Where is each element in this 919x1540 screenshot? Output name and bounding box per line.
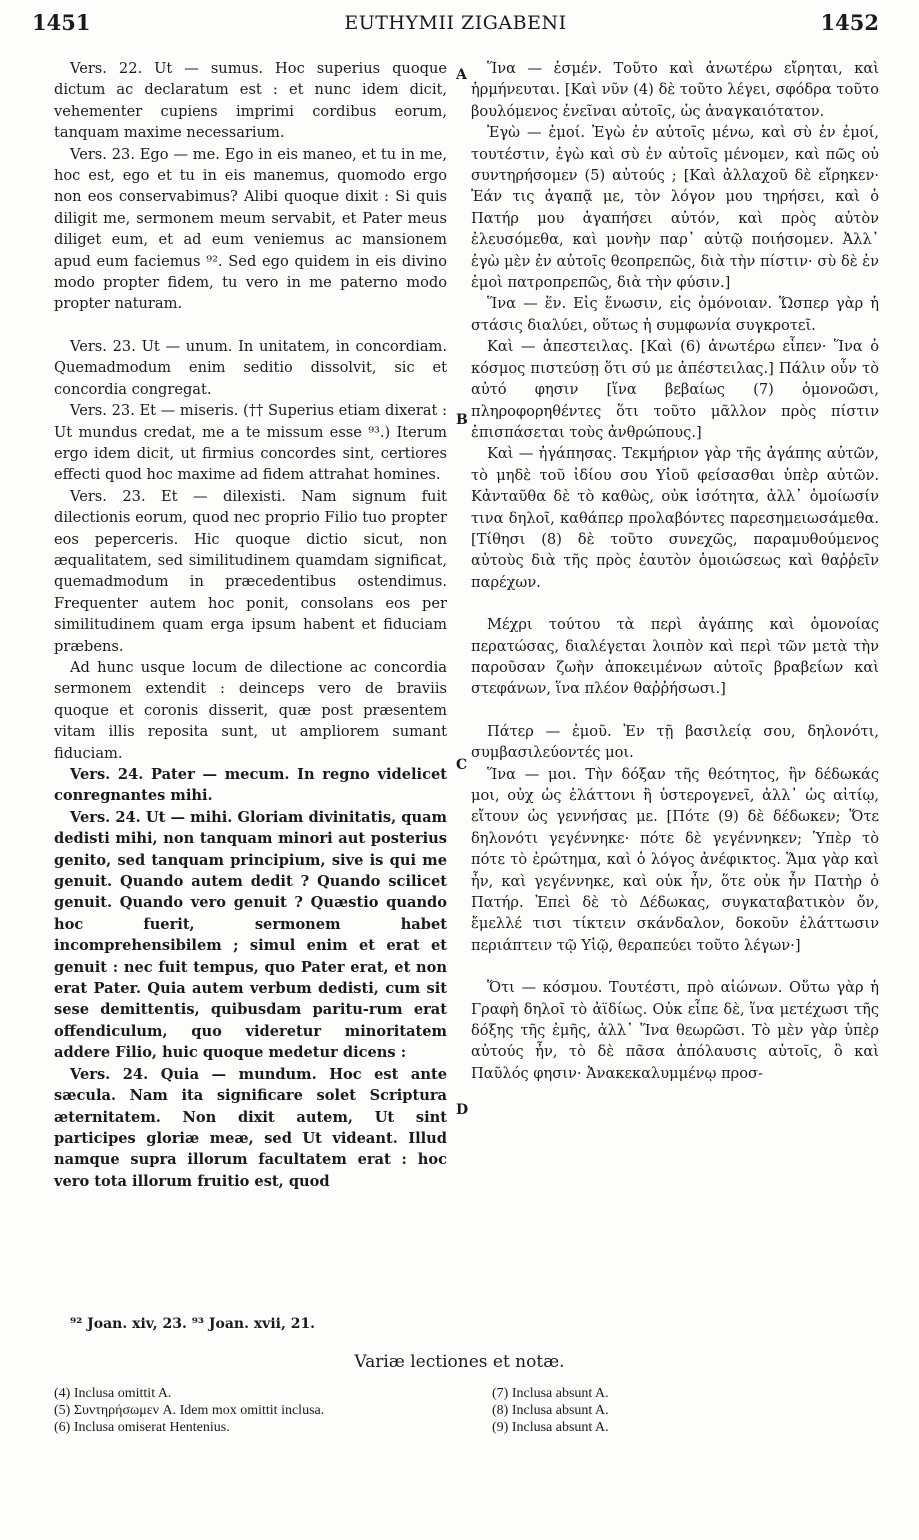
greek-paragraph: Πάτερ — ἐμοῦ. Ἐν τῇ βασιλείᾳ σου, δηλονότι, συμβασιλεύοντές μοι. (471, 722, 879, 762)
latin-paragraph: Vers. 23. Et — miseris. (†† Superius etiam dixerat : Ut mundus credat, me a te missum esse ⁹³.) Iterum ergo idem dicit, ut firmius concordes sint, certiores effecti quod hoc maxime ad fidem attrahat homines. (54, 402, 447, 484)
greek-paragraph: Ἵνα — ἕν. Εἰς ἕνωσιν, εἰς ὁμόνοιαν. Ὥσπερ γὰρ ἡ στάσις διαλύει, οὕτως ἡ συμφωνία συγκροτεῖ. (471, 295, 879, 334)
latin-paragraph: Ad hunc usque locum de dilectione ac concordia sermonem extendit : deinceps vero de braviis quoque et coronis disserit, quæ post præsentem vitam illis reposita sunt, ut ampliorem sumant fiduciam. (54, 658, 447, 762)
greek-paragraph: Ἵνα — ἐσμέν. Τοῦτο καὶ ἀνωτέρω εἴρηται, καὶ ἡρμήνευται. [Καὶ νῦν (4) δὲ τοῦτο λέγει, σφόδρα τοῦτο βουλόμενος ἐνεῖναι αὐτοῖς, ὡς ἀναγκαιότατον. (471, 60, 879, 120)
margin-marker-c: C (456, 757, 468, 773)
latin-paragraph: Vers. 23. Et — dilexisti. Nam signum fuit dilectionis eorum, quod nec proprio Filio tuo propter eos pepercеris. Hic quoque dictio sicut, non æqualitatem, sed similitudinem quamdam significat, quemadmodum in præcedentibus ostendimus. Frequenter autem hoc ponit, consolans eos per similitudinem quam erga ipsum habent et fiduciam præbens. (54, 487, 447, 655)
page-number-right: 1452 (820, 10, 879, 35)
page-number-left: 1451 (32, 10, 91, 35)
greek-paragraph: Ἐγὼ — ἐμοί. Ἐγὼ ἐν αὐτοῖς μένω, καὶ σὺ ἐν ἐμοί, τουτέστιν, ἐγὼ καὶ σὺ ἐν αὐτοῖς μένομεν, καὶ πῶς οὐ συντηρήσομεν (5) αὐτούς ; [Καὶ ἀλλαχοῦ δὲ εἴρηκεν· Ἐάν τις ἀγαπᾷ με, τὸν λόγον μου τηρήσει, καὶ ὁ Πατήρ μου ἀγαπήσει αὐτόν, καὶ πρὸς αὐτὸν ἐλευσόμεθα, καὶ μονὴν παρ᾽ αὐτῷ ποιήσομεν. Ἀλλ᾽ ἐγὼ μὲν ἐν αὐτοῖς θεοπρεπῶς, διὰ τὴν πίστιν· σὺ δὲ ἐν ἐμοὶ πατροπρεπῶς, διὰ τὴν φύσιν.] (471, 124, 879, 292)
greek-paragraph: Καὶ — ἀπεστειλας. [Καὶ (6) ἀνωτέρω εἶπεν· Ἵνα ὁ κόσμος πιστεύσῃ ὅτι σύ με ἀπέστειλας.] Πάλιν οὖν τὸ αὐτό φησιν [ἵνα βεβαίως (7) ὁμονοῶσι, πληροφορηθέντες ὅτι τοῦτο μᾶλλον πρὸς πίστιν ἐπισπάσεται τοὺς ἀνθρώπους.] (471, 338, 879, 441)
greek-paragraph: Ἵνα — μοι. Τὴν δόξαν τῆς θεότητος, ἣν δέδωκάς μοι, οὐχ ὡς ἐλάττονι ἢ ὑστερογενεῖ, ἀλλ᾽ ὡς αἰτίῳ, εἴτουν ὡς γεννήσας με. [Πότε (9) δὲ δέδωκεν; Ὅτε δηλονότι γεγέννηκε· πότε δὲ γεγέννηκεν; Ὑπὲρ τὸ πότε τὸ ἐρώτημα, καὶ ὁ λόγος ἀνέφικτος. Ἅμα γὰρ καὶ ἦν, καὶ γεγέννηκε, καὶ οὐκ ἦν, ὅτε οὐκ ἦν Πατὴρ ὁ Πατήρ. Ἐπεὶ δὲ τὸ Δέδωκας, συγκαταβατικὸν ὄν, ἔμελλέ τισι τίκτειν σκάνδαλον, δοκοῦν ἐλάττωσιν περιάπτειν τῷ Υἱῷ, θεραπεύει τοῦτο λέγων·] (471, 765, 879, 954)
variant-note: (9) Inclusa absunt A. (492, 1420, 609, 1435)
latin-paragraph: Vers. 22. Ut — sumus. Hoc superius quoque dictum ac declaratum est : et nunc idem dicit, vehementer cupiens imprimi cordibus eorum, tanquam maxime necessarium. (54, 60, 447, 142)
scripture-footnotes: ⁹² Joan. xiv, 23. ⁹³ Joan. xvii, 21. (70, 1316, 316, 1332)
latin-paragraph: Vers. 24. Ut — mihi. Gloriam divinitatis, quam dedisti mihi, non tanquam minori aut posterius genito, sed tanquam principium, sive is qui me genuit. Quando autem dedit ? Quando scilicet genuit. Quando vero genuit ? Quæstio quando hoc fuerit, sermonem habet incomprehensibilem ; simul enim et erat et genuit : nec fuit tempus, quo Pater erat, et non erat Pater. Quia autem verbum dedisti, cum sit sese demittentis, quibusdam paritu-rum erat offendiculum, quo videretur minoritatem addere Filio, huic quoque medetur dicens : (54, 808, 447, 1062)
latin-column (54, 58, 447, 1192)
variant-note: (4) Inclusa omittit A. (54, 1386, 172, 1401)
variae-heading: Variæ lectiones et notæ. (354, 1352, 565, 1372)
margin-marker-b: B (456, 412, 468, 428)
running-title: EUTHYMII ZIGABENI (344, 12, 567, 34)
latin-paragraph: Vers. 24. Quia — mundum. Hoc est ante sæcula. Nam ita significare solet Scriptura æternitatem. Non dixit autem, Ut sint participes gloriæ meæ, sed Ut videant. Illud namque supra illorum facultatem erat : hoc vero tota illorum fruitio est, quod (54, 1065, 447, 1190)
latin-paragraph: Vers. 23. Ego — me. Ego in eis maneo, et tu in me, hoc est, ego et tu in eis manemus, quomodo ergo non eos conservabimus? Alibi quoque dixit : Si quis diligit me, sermonem meum servabit, et Pater meus diliget eum, et ad eum veniemus ac mansionem apud eum faciemus ⁹². Sed ego quidem in eis divino modo propter fidem, tu vero in me paterno modo propter naturam. (54, 145, 447, 313)
greek-paragraph: Ὅτι — κόσμου. Τουτέστι, πρὸ αἰώνων. Οὕτω γὰρ ἡ Γραφὴ δηλοῖ τὸ ἀϊδίως. Οὐκ εἶπε δὲ, ἵνα μετέχωσι τῆς δόξης τῆς ἐμῆς, ἀλλ᾽ Ἵνα θεωρῶσι. Τὸ μὲν γὰρ ὑπὲρ αὐτούς ἦν, τὸ δὲ πᾶσα ἀπόλαυσις αὐτοῖς, ὃ καὶ Παῦλός φησιν· Ἀνακεκαλυμμένῳ προσ- (471, 979, 879, 1082)
greek-paragraph: Μέχρι τούτου τὰ περὶ ἀγάπης καὶ ὁμονοίας περατώσας, διαλέγεται λοιπὸν καὶ περὶ τῶν μετὰ τὴν παροῦσαν ζωὴν ἀποκειμένων αὐτοῖς βραβείων καὶ στεφάνων, ἵνα πλέον θαῤῥήσωσι.] (471, 616, 879, 698)
variant-note: (8) Inclusa absunt A. (492, 1403, 609, 1418)
variant-note: (6) Inclusa omiserat Hentenius. (54, 1420, 230, 1435)
variant-note: (7) Inclusa absunt A. (492, 1386, 609, 1401)
greek-column (471, 58, 879, 1084)
variae-notes-left (54, 1385, 454, 1436)
latin-paragraph: Vers. 23. Ut — unum. In unitatem, in concordiam. Quemadmodum enim seditio dissolvit, sic et concordia congregat. (54, 337, 447, 398)
variae-notes-right (492, 1385, 872, 1436)
margin-marker-d: D (456, 1102, 469, 1118)
page-header (28, 10, 883, 40)
greek-paragraph: Καὶ — ἠγάπησας. Τεκμήριον γὰρ τῆς ἀγάπης αὐτῶν, τὸ μηδὲ τοῦ ἰδίου σου Υἱοῦ φείσασθαι ὑπὲρ αὐτῶν. Κἀνταῦθα δὲ τὸ καθὼς, οὐκ ἰσότητα, ἀλλ᾽ ὁμοίωσίν τινα δηλοῖ, καθάπερ προλαβόντες παρεσημειωσάμεθα. [Τίθησι (8) δὲ τοῦτο συνεχῶς, παραμυθούμενος αὐτοὺς διὰ τῆς πρὸς ἑαυτὸν ὁμοιώσεως καὶ θαῤῥεῖν παρέχων. (471, 445, 879, 591)
variant-note: (5) Συντηρήσωμεν A. Idem mox omittit inclusa. (54, 1403, 325, 1418)
latin-paragraph: Vers. 24. Pater — mecum. In regno videlicet conregnantes mihi. (54, 766, 447, 805)
margin-marker-a: A (456, 67, 467, 83)
